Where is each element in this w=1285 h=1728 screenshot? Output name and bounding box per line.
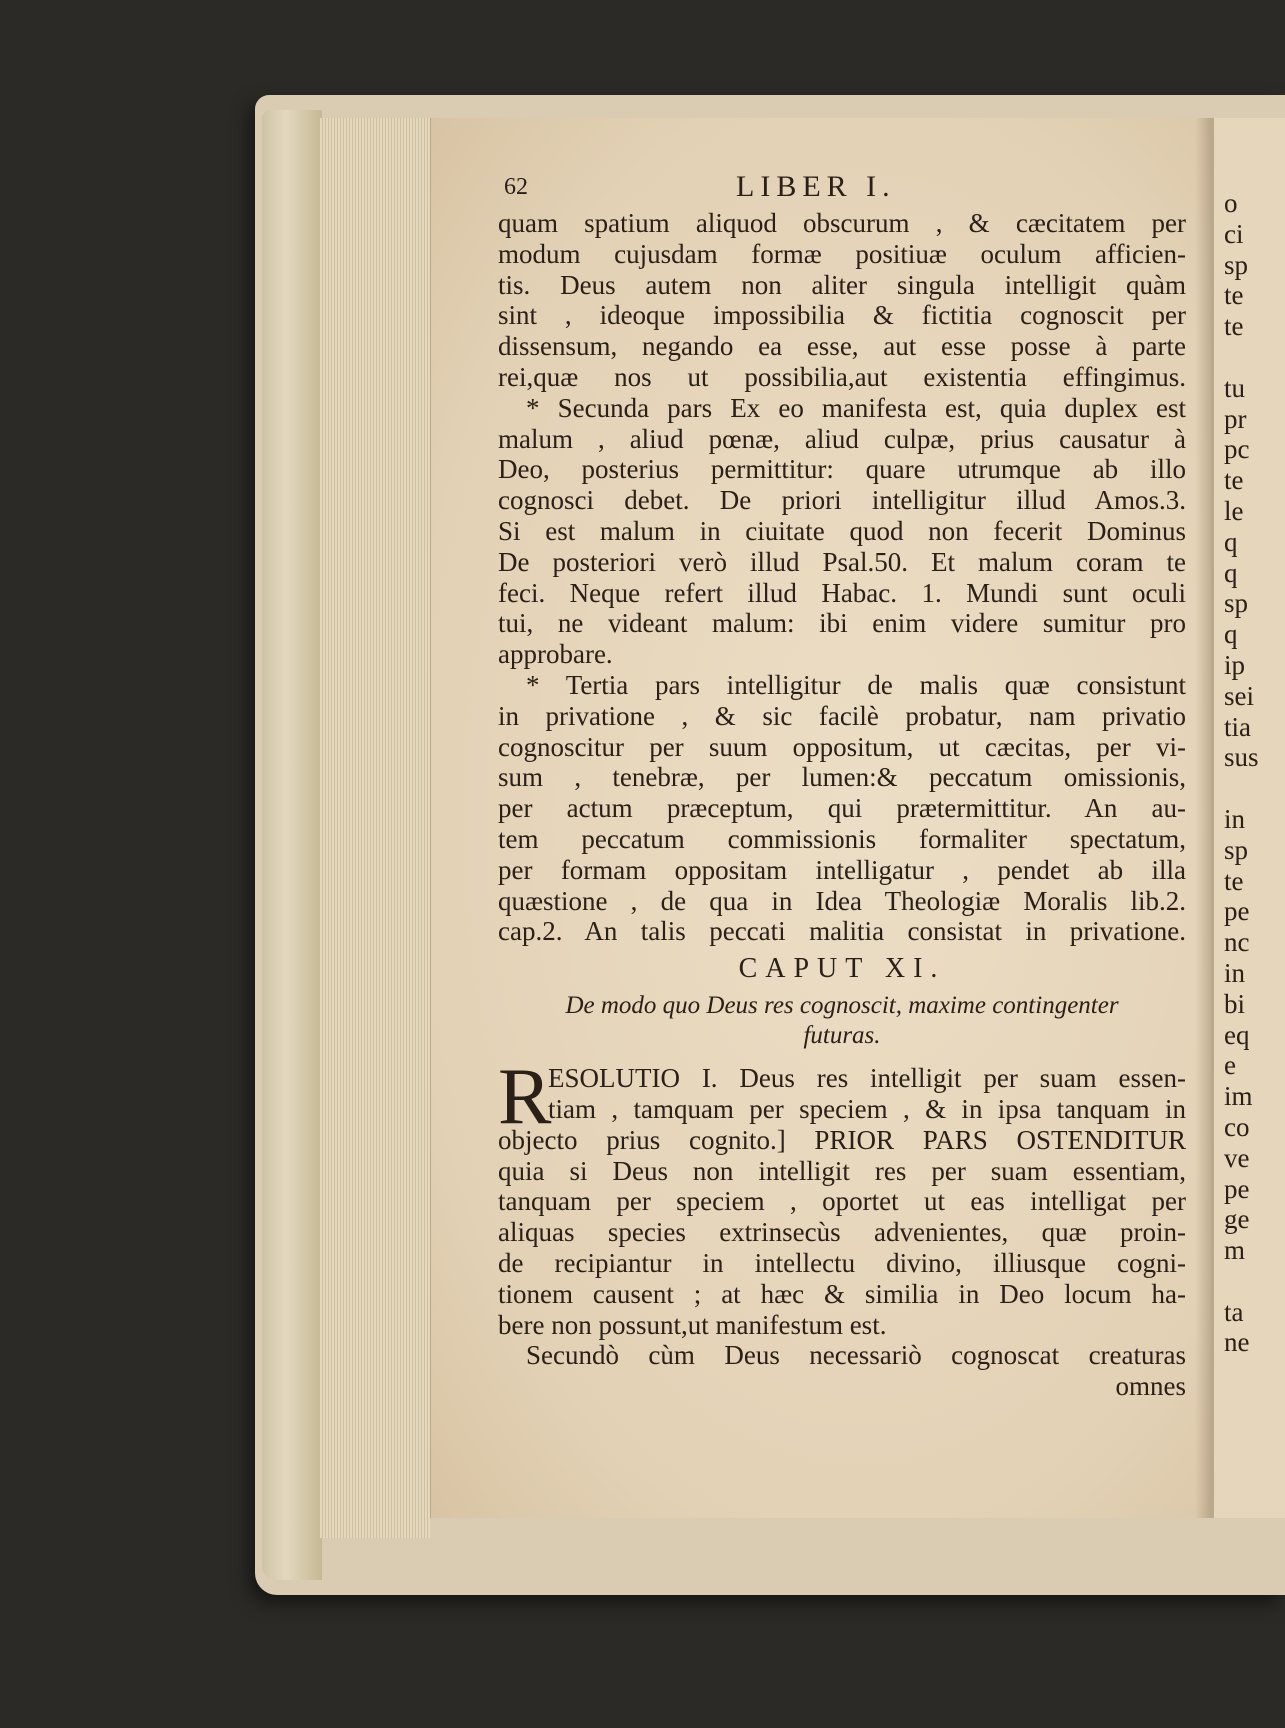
text-line: aliquas species extrinsecùs advenientes, quæ proin-: [498, 1217, 1186, 1248]
text-line: * Tertia pars intelligitur de malis quæ consistunt: [526, 669, 1186, 700]
text-line: in privatione , & sic facilè probatur, nam privatio: [498, 700, 1186, 731]
text-line: quæstione , de qua in Idea Theologiæ Moralis lib.2.: [498, 885, 1186, 916]
text-line: per formam oppositam intelligatur , pendet ab illa: [498, 854, 1186, 885]
text-line: tis. Deus autem non aliter singula intelligit quàm: [498, 269, 1186, 300]
right-page-fragment: ci: [1224, 218, 1244, 249]
text-line: Secundò cùm Deus necessariò cognoscat creaturas: [526, 1340, 1186, 1371]
right-page-fragment: ne: [1224, 1327, 1250, 1358]
text-line: cap.2. An talis peccati malitia consistat in privatione.: [498, 916, 1186, 947]
text-line: per actum præceptum, qui prætermittitur. An au-: [498, 793, 1186, 824]
right-page-fragment: q: [1224, 619, 1238, 650]
text-line: Si est malum in ciuitate quod non fecerit Dominus: [498, 515, 1186, 546]
text-line: tiam , tamquam per speciem , & in ipsa tanquam in: [548, 1093, 1186, 1124]
running-title: LIBER I.: [736, 170, 896, 203]
right-page-fragment: tia: [1224, 711, 1251, 742]
text-line: tem peccatum commissionis formaliter spectatum,: [498, 823, 1186, 854]
text-line: bere non possunt,ut manifestum est.: [498, 1309, 887, 1340]
right-page-fragment: te: [1224, 465, 1244, 496]
text-line: tanquam per speciem , oportet ut eas intelligat per: [498, 1186, 1186, 1217]
right-page-fragment: im: [1224, 1081, 1253, 1112]
right-page-fragment: o: [1224, 188, 1238, 218]
right-page-fragment: pr: [1224, 403, 1247, 434]
catchword: omnes: [1115, 1371, 1186, 1402]
right-page-fragment: ve: [1224, 1142, 1250, 1173]
right-page-fragment: sp: [1224, 834, 1249, 865]
right-page-fragment: e: [1224, 1050, 1236, 1081]
right-page-fragment: in: [1224, 957, 1246, 988]
right-page-fragment: ge: [1224, 1204, 1250, 1235]
right-page-fragment: [1214, 342, 1285, 373]
paragraph-3: [498, 670, 1186, 947]
right-page-fragment: le: [1224, 495, 1244, 526]
text-line: sint , ideoque impossibilia & fictitia cognoscit per: [498, 300, 1186, 331]
right-page-fragment: eq: [1224, 1019, 1250, 1050]
right-page-fragment: [1214, 1266, 1285, 1297]
right-page-fragment: [1214, 773, 1285, 804]
right-page-fragment: m: [1224, 1235, 1246, 1266]
page-number: 62: [504, 174, 528, 200]
text-line: tionem causent ; at hæc & similia in Deo locum ha-: [498, 1278, 1186, 1309]
text-line: sum , tenebræ, per lumen:& peccatum omissionis,: [498, 762, 1186, 793]
chapter-heading: CAPUT XI.: [738, 953, 946, 985]
chapter-subtitle-line: De modo quo Deus res cognoscit, maxime contingenter: [565, 992, 1119, 1020]
right-page-fragment: co: [1224, 1111, 1250, 1142]
right-page-fragment: sp: [1224, 249, 1249, 280]
chapter-subtitle-line: futuras.: [803, 1022, 881, 1050]
text-line: tui, ne videant malum: ibi enim videre sumitur pro: [498, 608, 1186, 639]
text-line: quam spatium aliquod obscurum , & cæcitatem per: [498, 208, 1186, 238]
page-text: [498, 172, 1186, 1402]
text-line: malum , aliud pœnæ, aliud culpæ, prius causatur à: [498, 423, 1186, 454]
text-line: feci. Neque refert illud Habac. 1. Mundi sunt oculi: [498, 577, 1186, 608]
right-page-fragment: sei: [1224, 680, 1254, 711]
text-line: de recipiantur in intellectu divino, illiusque cogni-: [498, 1247, 1186, 1278]
text-line: rei,quæ nos ut possibilia,aut existentia effingimus.: [498, 361, 1186, 392]
right-page-fragment: ip: [1224, 649, 1246, 680]
right-page-fragment: te: [1224, 311, 1244, 342]
book-cover-edge: [262, 110, 322, 1580]
right-page-fragment: pe: [1224, 896, 1250, 927]
right-page-fragment: q: [1224, 557, 1238, 588]
page-edges: [320, 118, 430, 1538]
right-page-fragment: te: [1224, 280, 1244, 311]
right-page-text: [1214, 118, 1285, 1358]
text-line: quia si Deus non intelligit res per suam essentiam,: [498, 1155, 1186, 1186]
right-page-fragment: tu: [1224, 372, 1246, 403]
paragraph-1: [498, 208, 1186, 393]
text-line: approbare.: [498, 639, 613, 670]
drop-cap: R: [498, 1053, 552, 1142]
right-page: [1212, 118, 1285, 1518]
paragraph-2: [498, 393, 1186, 670]
right-page-fragment: pe: [1224, 1173, 1250, 1204]
running-header: [498, 172, 1186, 208]
text-line: cognoscitur per suum oppositum, ut cæcitas, per vi-: [498, 731, 1186, 762]
text-line: Deo, posterius permittitur: quare utrumque ab illo: [498, 454, 1186, 485]
right-page-fragment: sus: [1224, 742, 1259, 773]
right-page-fragment: q: [1224, 526, 1238, 557]
text-line: objecto prius cognito.] PRIOR PARS OSTENDITUR: [498, 1124, 1186, 1155]
right-page-fragment: te: [1224, 865, 1244, 896]
resolutio-paragraph: [498, 1053, 1186, 1402]
right-page-fragment: sp: [1224, 588, 1249, 619]
right-page-fragment: in: [1224, 803, 1246, 834]
text-line: modum cujusdam formæ positiuæ oculum afficien-: [498, 238, 1186, 269]
right-page-fragment: bi: [1224, 988, 1246, 1019]
text-line: cognosci debet. De priori intelligitur illud Amos.3.: [498, 485, 1186, 516]
text-line: * Secunda pars Ex eo manifesta est, quia duplex est: [526, 392, 1186, 423]
right-page-fragment: ta: [1224, 1296, 1244, 1327]
text-line: dissensum, negando ea esse, aut esse posse à parte: [498, 331, 1186, 362]
text-line: De posteriori verò illud Psal.50. Et malum coram te: [498, 546, 1186, 577]
right-page-fragment: nc: [1224, 927, 1250, 958]
right-page-fragment: pc: [1224, 434, 1250, 465]
text-line: ESOLUTIO I. Deus res intelligit per suam essen-: [548, 1063, 1186, 1094]
